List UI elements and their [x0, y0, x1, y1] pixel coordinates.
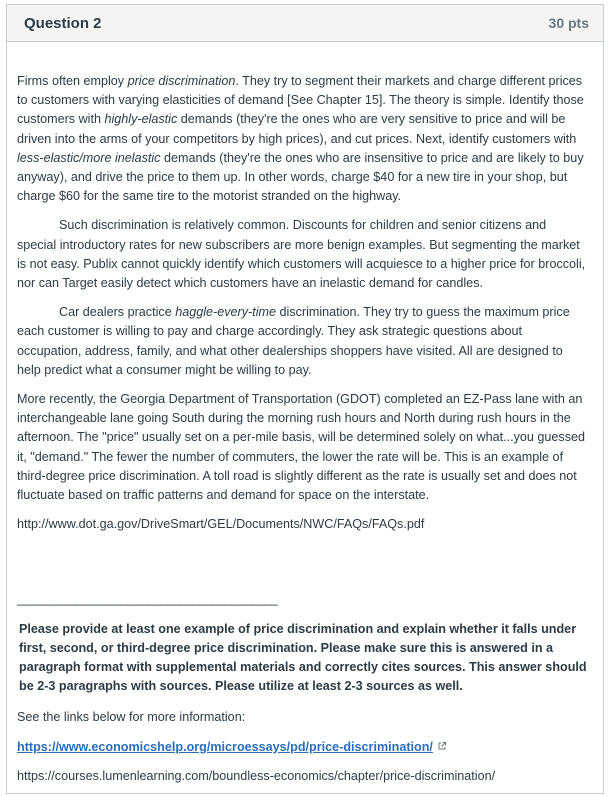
question-title: Question 2 [24, 14, 102, 32]
question-body [17, 72, 587, 796]
question-points: 30 pts [548, 15, 589, 31]
paragraph-gdot: More recently, the Georgia Department of Transportation (GDOT) completed an EZ-Pass lane with an interchangeable lane going South during the morning rush hours and North during rush hours in the afternoon. The "price" usually set on a per-mile basis, will be determined solely on what...you guessed it, "demand." The fewer the number of commuters, the lower the rate will be. This is an example of third-degree price discrimination. A toll road is slightly different as the rate is usually set and does not fluctuate based on traffic patterns and demand for space on the interstate. [17, 392, 586, 503]
paragraph-intro-text-3: demands (they're the ones who are very sensitive to price and will be driven into the arms of your competitors by high prices), and cut prices. Next, identify customers with [17, 112, 577, 146]
term-haggle-every-time: haggle-every-time [175, 305, 276, 320]
assignment-instructions: Please provide at least one example of price discrimination and explain whether it falls under first, second, or third-degree price discrimination. Please make sure this is answered in a paragraph format with supplemental materials and correctly cites sources. This answer should be 2-3 paragraphs with sources. Please utilize at least 2-3 sources as well. [19, 621, 587, 694]
paragraph-intro-text-2: . They try to segment their markets and charge different prices to customers with varying elasticities of demand [See Chapter 15]. The theory is simple. Identify those customers with [17, 74, 584, 127]
term-price-discrimination: price discrimination [127, 74, 236, 88]
economicshelp-link[interactable]: https://www.economicshelp.org/microessays/pd/price-discrimination/ [17, 739, 433, 754]
term-less-elastic: less-elastic/more inelastic [17, 150, 161, 165]
link-row-1 [17, 738, 587, 757]
paragraph-common-examples: Such discrimination is relatively common. Discounts for children and senior citizens and special introductory rates for new subscribers are more benign examples. But segmenting the market is not easy. Publix cannot quickly identify which customers will acquiesce to a higher price for broccoli, nor can Target easily detect which customers have an inelastic demand for candles. [17, 218, 586, 291]
source-url: http://www.dot.ga.gov/DriveSmart/GEL/Documents/NWC/FAQs/FAQs.pdf [17, 517, 425, 532]
paragraph-car-dealers [17, 303, 587, 380]
external-link-icon [437, 738, 447, 757]
paragraph-intro-text-4: demands (they're the ones who are insensitive to price and are likely to buy anyway), and drive the price to them up. In other words, charge $40 for a new tire in your shop, but charge $60 for the same tire to the motorist stranded on the highway. [17, 150, 584, 204]
lumenlearning-link: https://courses.lumenlearning.com/boundless-economics/chapter/price-discrimination/ [17, 768, 496, 783]
term-highly-elastic: highly-elastic [104, 112, 178, 127]
question-header [7, 5, 603, 42]
paragraph-intro-text-1: Firms often employ [17, 74, 128, 88]
paragraph-intro [17, 72, 587, 206]
paragraph-car-dealers-text-2: discrimination. They try to guess the maximum price each customer is willing to pay and charge accordingly. They ask strategic questions about occupation, address, family, and what other dealerships shoppers have visited. All are designed to help predict what a consumer might be willing to pay. [17, 305, 570, 377]
divider-line: ________________________________________ [17, 592, 278, 607]
spacer [17, 544, 587, 590]
see-links-text: See the links below for more information: [17, 710, 246, 725]
paragraph-car-dealers-text-1: Car dealers practice [59, 305, 176, 320]
